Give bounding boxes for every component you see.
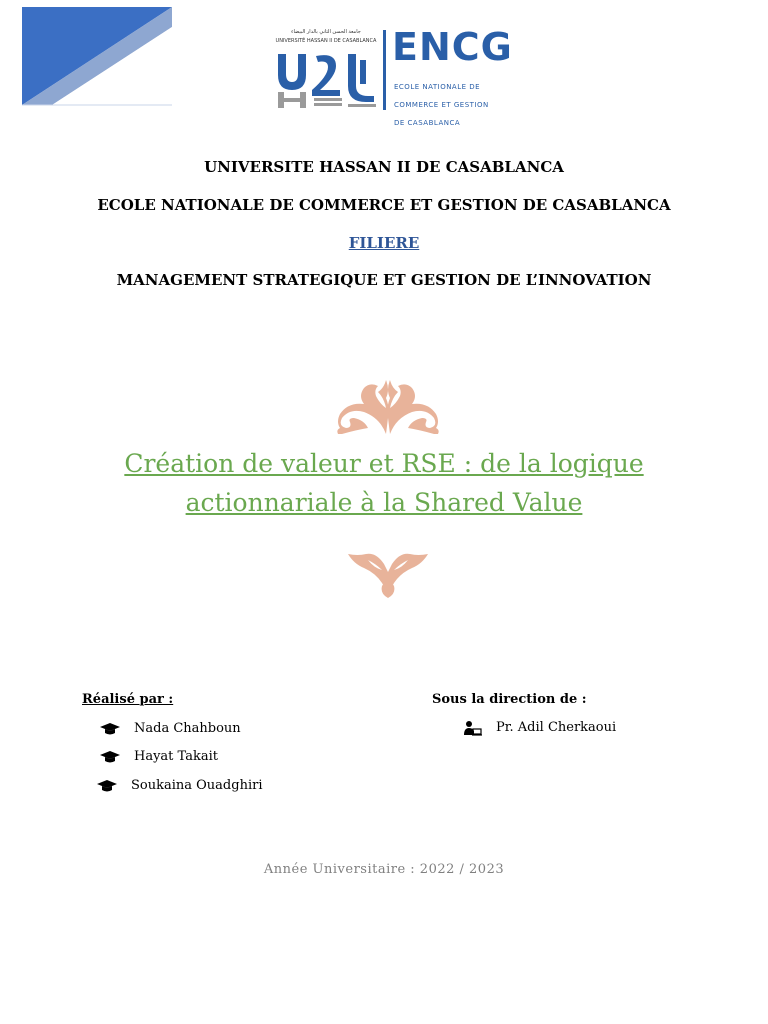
author-item xyxy=(100,748,218,766)
graduation-cap-icon xyxy=(100,722,120,736)
uh2c-logo-mark xyxy=(274,50,378,108)
encg-subtitle-line: COMMERCE ET GESTION xyxy=(394,101,489,109)
author-name: Nada Chahboun xyxy=(134,721,241,736)
floral-ornament-top-icon xyxy=(334,378,442,436)
authors-label: Réalisé par : xyxy=(82,692,174,707)
university-heading: UNIVERSITE HASSAN II DE CASABLANCA xyxy=(204,158,564,176)
supervisor-name: Pr. Adil Cherkaoui xyxy=(496,720,617,735)
encg-subtitle-line: DE CASABLANCA xyxy=(394,119,461,127)
institution-logo xyxy=(272,25,513,127)
teacher-icon xyxy=(462,720,482,736)
logo-divider xyxy=(383,30,386,110)
academic-year: Année Universitaire : 2022 / 2023 xyxy=(263,862,505,877)
document-title-line: Création de valeur et RSE : de la logique xyxy=(124,449,644,478)
filiere-label: FILIERE xyxy=(348,234,420,252)
graduation-cap-icon xyxy=(100,750,120,764)
author-name: Hayat Takait xyxy=(134,749,218,764)
author-item xyxy=(100,720,241,738)
supervisor-item xyxy=(462,719,616,737)
logo-arabic-name: جامعة الحسن الثاني بالدار البيضاء xyxy=(291,29,361,35)
author-item xyxy=(97,777,262,795)
encg-subtitle-line: ECOLE NATIONALE DE xyxy=(394,83,481,91)
encg-title: ENCG xyxy=(392,25,513,69)
filiere-heading: MANAGEMENT STRATEGIQUE ET GESTION DE L’INNOVATION xyxy=(116,271,652,289)
graduation-cap-icon xyxy=(97,779,117,793)
supervisor-label: Sous la direction de : xyxy=(432,692,587,707)
author-name: Soukaina Ouadghiri xyxy=(131,778,263,793)
floral-ornament-bottom-icon xyxy=(346,546,430,600)
logo-university-name: UNIVERSITÉ HASSAN II DE CASABLANCA xyxy=(275,38,377,44)
corner-decoration xyxy=(22,7,174,107)
document-title-line: actionnariale à la Shared Value xyxy=(185,488,583,517)
encg-subtitle xyxy=(394,74,508,137)
school-heading: ECOLE NATIONALE DE COMMERCE ET GESTION DE CASABLANCA xyxy=(97,196,671,214)
document-title xyxy=(60,444,708,522)
